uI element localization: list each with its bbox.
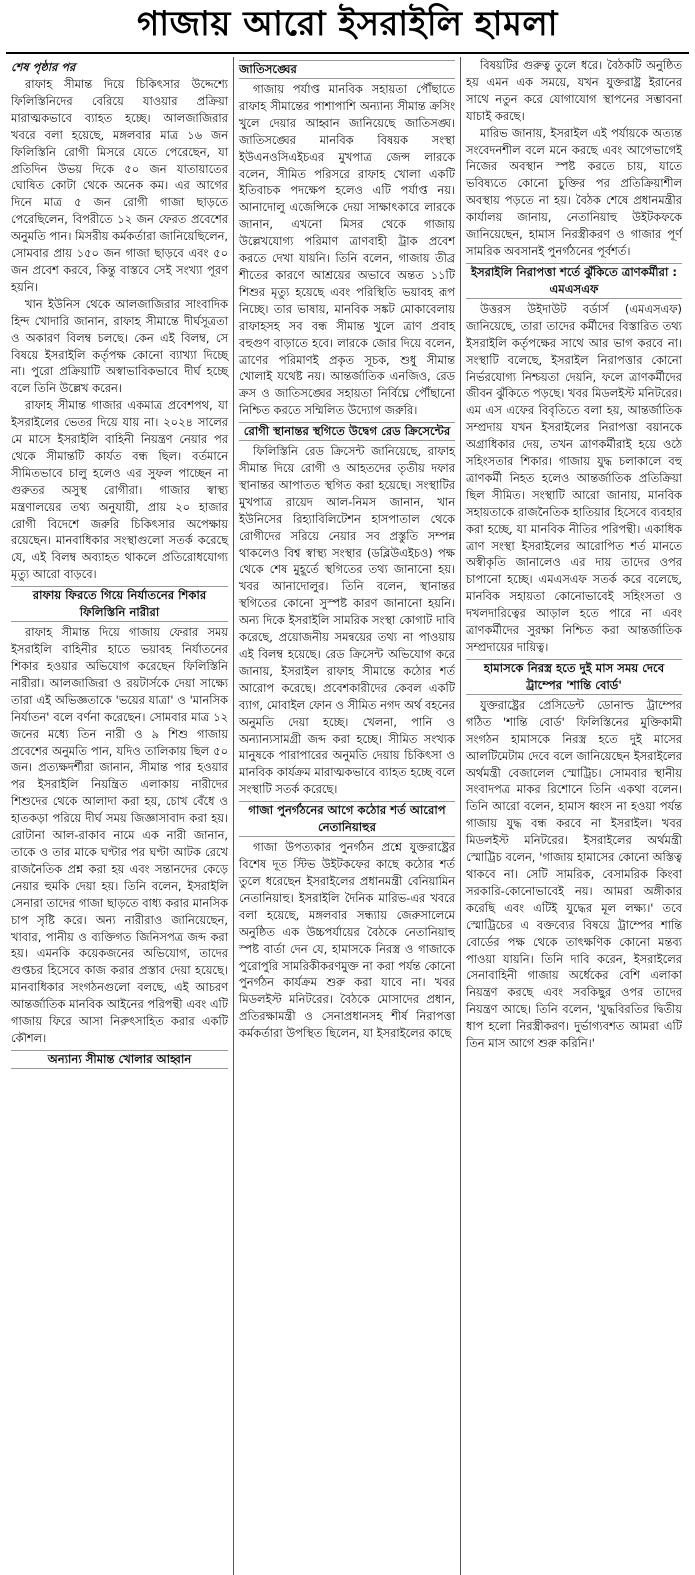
subheading: গাজা পুনর্গঠনের আগে কঠোর শর্ত আরোপ নেতানিয়াহুর (239, 801, 455, 837)
article-columns (6, 57, 689, 1575)
subheading: রোগী স্থানান্তর স্থগিতে উদ্বেগ রেড ক্রিসেন্টের (239, 422, 455, 441)
paragraph: রাফাহ সীমান্ত গাজার একমাত্র প্রবেশপথ, যা ইসরাইলের ভেতর দিয়ে যায় না। ২০২৪ সালের মে মাসে ইসরাইলি বাহিনী নিয়ন্ত্রণ নেয়ার পর থেকে সীমান্তটি কার্যত বন্ধ ছিল। বর্তমানে সীমিতভাবে চালু হলেও এর সুফল পাচ্ছেন না গুরুতর অসুস্থ রোগীরা। গাজার স্বাস্থ্য মন্ত্রণালয়ের তথ্য অনুযায়ী, প্রায় ২০ হাজার রোগী বিদেশে জরুরি চিকিৎসার অপেক্ষায় রয়েছেন। মানবাধিকার সংস্থাগুলো সতর্ক করেছে যে, এই বিলম্ব অব্যাহত থাকলে প্রতিরোধযোগ্য মৃত্যু আরো বাড়বে। (11, 398, 228, 582)
paragraph: মারিভ জানায়, ইসরাইল এই পর্যায়কে অত্যন্ত সংবেদনশীল বলে মনে করছে এবং আগেভাগেই নিজের অবস্থান স্পষ্ট করতে চায়, যাতে ভবিষ্যতে কোনো চুক্তির পর প্রতিক্রিয়াশীল অবস্থায় পড়তে না হয়। বৈঠক শেষে প্রধানমন্ত্রীর কার্যালয় জানায়, নেতানিয়াহু উইটকফকে জানিয়েছেন, হামাস নিরস্ত্রীকরণ ও গাজার পূর্ণ সামরিক অবসানই পুনর্গঠনের পূর্বশর্ত। (466, 125, 682, 258)
paragraph: খান ইউনিস থেকে আলজাজিরার সাংবাদিক হিন্দ খোদারি জানান, রাফাহ সীমান্তে দীর্ঘসূত্রতা ও অকারণ বিলম্ব চলছে। কেন এই বিলম্ব, সে বিষয়ে ইসরাইলি কর্তৃপক্ষ কোনো ব্যাখ্যা দিচ্ছে না। পুরো প্রক্রিয়াটি অস্বাভাবিকভাবে দীর্ঘ হচ্ছে বলে তিনি উল্লেখ করেন। (11, 296, 228, 396)
headline: গাজায় আরো ইসরাইলি হামলা (6, 0, 689, 54)
subheading: ইসরাইলি নিরাপত্তা শর্তে ঝুঁকিতে ত্রাণকর্মীরা : এমএসএফ (466, 263, 682, 299)
paragraph: গাজায় পর্যাপ্ত মানবিক সহায়তা পৌঁছাতে রাফাহ সীমান্তের পাশাপাশি অন্যান্য সীমান্ত ক্রসিং খুলে দেয়ার আহ্বান জানিয়েছে জাতিসঙ্ঘ। জাতিসঙ্ঘের মানবিক বিষয়ক সংস্থা ইউএনওসিএইচএর মুখপাত্র জেন্স লারকে বলেন, সীমিত পরিসরে রাফাহ খোলা একটি ইতিবাচক পদক্ষেপ হলেও এটি পর্যাপ্ত নয়। আনাদোলু এজেন্সিকে দেয়া সাক্ষাৎকারে লারকে জানান, এখনো মিসর থেকে গাজায় উল্লেখযোগ্য পরিমাণ ত্রাণবাহী ট্রাক প্রবেশ করতে দেখা যায়নি। তিনি বলেন, গাজায় তীব্র শীতের কারণে আশ্রয়ের অভাবে অন্তত ১১টি শিশুর মৃত্যু হয়েছে এবং পরিস্থিতি ভয়াবহ রূপ নিচ্ছে। তার ভাষায়, মানবিক সঙ্কট মোকাবেলায় রাফাহসহ সব বন্ধ সীমান্ত খুলে ত্রাণ প্রবাহ বহুগুণ বাড়াতে হবে। লারকে জোর দিয়ে বলেন, ত্রাণের পরিমাণই প্রকৃত সূচক, শুধু সীমান্ত খোলাই যথেষ্ট নয়। আন্তর্জাতিক এনজিও, রেড ক্রস ও জাতিসঙ্ঘের সহায়তা নির্বিঘ্নে পৌঁছানো নিশ্চিত করতে সম্মিলিত উদ্যোগ জরুরি। (239, 82, 455, 418)
continuation-kicker: শেষ পৃষ্ঠার পর (11, 60, 76, 74)
subheading: অন্যান্য সীমান্ত খোলার আহ্বান (11, 1050, 228, 1069)
subheading: রাফায় ফিরতে গিয়ে নির্যাতনের শিকার ফিলিস্তিনি নারীরা (11, 586, 228, 622)
column-3 (460, 57, 687, 1575)
paragraph: বিষয়টির গুরুত্ব তুলে ধরে। বৈঠকটি অনুষ্ঠিত হয় এমন এক সময়ে, যখন যুক্তরাষ্ট্র ইরানের সাথে নতুন করে যোগাযোগ স্থাপনের সম্ভাবনা যাচাই করছে। (466, 58, 682, 123)
paragraph: ফিলিস্তিনি রেড ক্রিসেন্ট জানিয়েছে, রাফাহ সীমান্ত দিয়ে রোগী ও আহতদের তৃতীয় দফার স্থানান্তর আপাতত স্থগিত করা হয়েছে। সংস্থাটির মুখপাত্র রায়েদ আল-নিমস জানান, খান ইউনিসের রিহ্যাবিলিটেশন হাসপাতাল থেকে রোগীদের সরিয়ে নেয়ার সব প্রস্তুতি সম্পন্ন থাকলেও বিশ্ব স্বাস্থ্য সংস্থার (ডব্লিউএইচও) পক্ষ থেকে শেষ মুহূর্তে স্থগিতের তথ্য জানানো হয়। খবর আনাদোলুর। তিনি বলেন, স্থানান্তর স্থগিতের কোনো সুস্পষ্ট কারণ জানানো হয়নি। অন্য দিকে ইসরাইলি সামরিক সংস্থা কোগাট দাবি করেছে, প্রয়োজনীয় সমন্বয়ের তথ্য না পাওয়ায় এই বিলম্ব হয়েছে। রেড ক্রিসেন্ট অভিযোগ করে জানায়, ইসরাইল রাফাহ সীমান্তে কঠোর শর্ত আরোপ করেছে। প্রবেশকারীদের কেবল একটি ব্যাগ, মোবাইল ফোন ও সীমিত নগদ অর্থ বহনের অনুমতি দেয়া হচ্ছে। খেলনা, পানি ও অন্যান্যসামগ্রী জব্দ করা হচ্ছে। সীমিত সংখ্যক মানুষকে পারাপারের অনুমতি দেয়ায় চিকিৎসা ও মানবিক কার্যক্রম মারাত্মকভাবে ব্যাহত হচ্ছে বলে সংস্থাটি সতর্ক করেছে। (239, 444, 455, 797)
paragraph: যুক্তরাষ্ট্রের প্রেসিডেন্ট ডোনাল্ড ট্রাম্পের গঠিত 'শান্তি বোর্ড' ফিলিস্তিনের মুক্তিকামী সংগঠন হামাসকে নিরস্ত্র হতে দুই মাসের আলটিমেটাম দেবে বলে জানিয়েছেন ইসরাইলের অর্থমন্ত্রী বেজালেল স্মোট্রিচ। সোমবার স্থানীয় সংবাদপত্র মাকর রিশোনে তিনি একথা বলেন। তিনি আরো বলেন, হামাস ধ্বংস না হওয়া পর্যন্ত গাজায় যুদ্ধ বন্ধ করবে না ইসরাইল। খবর মিডলইস্ট মনিটরের। ইসরাইলের অর্থমন্ত্রী স্মোট্রিচ বলেন, 'গাজায় হামাসের কোনো অস্তিত্ব থাকবে না। সেটি সামরিক, বেসামরিক কিংবা সরকারি-কোনোভাবেই নয়। আমরা অঙ্গীকার করেছি এবং এটিই যুদ্ধের মূল লক্ষ্য।' তবে স্মোট্রিচের এ বক্তব্যের বিষয়ে ট্রাম্পের শান্তি বোর্ডের পক্ষ থেকে তাৎক্ষণিক কোনো মন্তব্য পাওয়া যায়নি। তিনি দাবি করেন, ইসরাইলের সেনাবাহিনী গাজায় অর্ধেকের বেশি এলাকা নিয়ন্ত্রণ করছে এবং সবকিছুর ওপর তাদের নিয়ন্ত্রণ আছে। তিনি বলেন, 'যুদ্ধবিরতির দ্বিতীয় ধাপ হলো নিরস্ত্রীকরণ। দুর্ভাগ্যবশত আমরা এটি তিন মাস আগে শুরু করিনি।' (466, 697, 682, 1051)
column-2 (233, 57, 460, 1575)
paragraph: রাফাহ সীমান্ত দিয়ে চিকিৎসার উদ্দেশ্যে ফিলিস্তিনিদের বেরিয়ে যাওয়ার প্রক্রিয়া মারাত্মকভাবে ব্যাহত হচ্ছে। আলজাজিরার খবরে বলা হয়েছে, মঙ্গলবার মাত্র ১৬ জন ফিলিস্তিনি রোগী মিসরে যেতে পেরেছেন, যা প্রতিদিন উভয় দিকে ৫০ জন যাতায়াতের ঘোষিত কোটা থেকে অনেক কম। এর আগের দিনে মাত্র ৫ জন রোগী গাজা ছাড়তে পেরেছিলেন, বিপরীতে ১২ জন ফেরত প্রবেশের অনুমতি পান। মিসরীয় কর্মকর্তারা জানিয়েছিলেন, সোমবার প্রায় ১৫০ জন গাজা ছাড়বে এবং ৫০ জন প্রবেশ করবে, কিন্তু বাস্তবে সেই সংখ্যা পূরণ হয়নি। (11, 77, 228, 294)
subheading: হামাসকে নিরস্ত্র হতে দুই মাস সময় দেবে ট্রাম্পের 'শান্তি বোর্ড' (466, 659, 682, 695)
column-1 (6, 57, 233, 1575)
continued-subheading: জাতিসঙ্ঘের (239, 60, 455, 79)
paragraph: উত্তরস উইদাউট বর্ডার্স (এমএসএফ) জানিয়েছে, তারা তাদের কর্মীদের বিস্তারিত তথ্য ইসরাইলি কর্তৃপক্ষের সাথে আর ভাগ করবে না। সংস্থাটি বলেছে, ইসরাইল নিরাপত্তার কোনো নির্ভরযোগ্য নিশ্চয়তা দেয়নি, ফলে ত্রাণকর্মীদের জীবন ঝুঁকিতে পড়ছে। খবর মিডলইস্ট মনিটরের। এম এস এফের বিবৃতিতে বলা হয়, আন্তর্জাতিক সম্প্রদায় যখন ইসরাইলের নিরাপত্তা বয়ানকে অগ্রাধিকার দেয়, তখন ত্রাণকর্মীরাই হয়ে ওঠে সহিংসতার শিকার। গাজায় যুদ্ধ চলাকালে বহু ত্রাণকর্মী নিহত হলেও আন্তর্জাতিক প্রতিক্রিয়া ছিল সীমিত। সংস্থাটি আরো জানায়, মানবিক সহায়তাকে রাজনৈতিক হাতিয়ার হিসেবে ব্যবহার করা হচ্ছে, যা মানবিক নীতির পরিপন্থী। একাধিক ত্রাণ সংস্থা ইসরাইলের আরোপিত শর্ত মানতে অস্বীকৃতি জানালেও এর দায় তাদের ওপর চাপানো হচ্ছে। এমএসএফ সতর্ক করে বলেছে, মানবিক সহায়তা কোনোভাবেই সহিংসতা ও দখলদারিত্বের আড়াল হতে পারে না এবং ত্রাণকর্মীদের সুরক্ষা নিশ্চিত করা আন্তর্জাতিক সম্প্রদায়ের দায়িত্ব। (466, 301, 682, 654)
paragraph: গাজা উপত্যকার পুনর্গঠন প্রশ্নে যুক্তরাষ্ট্রের বিশেষ দূত স্টিভ উইটকফের কাছে কঠোর শর্ত তুলে ধরেছেন ইসরাইলের প্রধানমন্ত্রী বেনিয়ামিন নেতানিয়াহু। ইসরাইলি দৈনিক মারিভ-এর খবরে বলা হয়েছে, মঙ্গলবার সন্ধ্যায় জেরুসালেমে অনুষ্ঠিত এক উচ্চপর্যায়ের বৈঠকে নেতানিয়াহু স্পষ্ট বার্তা দেন যে, হামাসকে নিরস্ত্র ও গাজাকে পুরোপুরি সামরিকীকরণমুক্ত না করা পর্যন্ত কোনো পুনর্গঠন কার্যক্রম শুরু করা যাবে না। খবর মিডলইস্ট মনিটরের। বৈঠকে মোসাদের প্রধান, প্রতিরক্ষামন্ত্রী ও সেনাপ্রধানসহ শীর্ষ নিরাপত্তা কর্মকর্তারা উপস্থিত ছিলেন, যা ইসরাইলের কাছে (239, 840, 455, 1041)
paragraph: রাফাহ সীমান্ত দিয়ে গাজায় ফেরার সময় ইসরাইলি বাহিনীর হাতে ভয়াবহ নির্যাতনের শিকার হওয়ার অভিযোগ করেছেন ফিলিস্তিনি নারীরা। আলজাজিরা ও রয়টার্সকে দেয়া সাক্ষ্যে তারা এই অভিজ্ঞতাকে 'ভয়ের যাত্রা' ও 'মানসিক নির্যাতন' বলে বর্ণনা করেছেন। সোমবার মাত্র ১২ জনের মধ্যে তিন নারী ও ৯ শিশু গাজায় প্রবেশের অনুমতি পান, যদিও তালিকায় ছিল ৫০ জন। প্রত্যক্ষদর্শীরা জানান, সীমান্ত পার হওয়ার পর ইসরাইলি নিয়ন্ত্রিত এলাকায় নারীদের শিশুদের থেকে আলাদা করা হয়, চোখ বেঁধে ও হাতকড়া পরিয়ে দীর্ঘ সময় জিজ্ঞাসাবাদ করা হয়। রোটানা আল-রাকাব নামে এক নারী জানান, তাকে ও তার মাকে ঘণ্টার পর ঘণ্টা আটক রেখে রাজনৈতিক প্রশ্ন করা হয় এবং সন্তানদের কেড়ে নেয়ার হুমকি দেয়া হয়। তিনি বলেন, ইসরাইলি সেনারা তাদের গাজা ছাড়তে বাধ্য করার মানসিক চাপ সৃষ্টি করে। অন্য নারীরাও জানিয়েছেন, খাবার, পানীয় ও ব্যক্তিগত জিনিসপত্র জব্দ করা হয়। এমনকি কয়েকজনের অভিযোগ, তাদের গুপ্তচর হিসেবে কাজ করার প্রস্তাব দেয়া হয়েছে। মানবাধিকার সংগঠনগুলো বলছে, এই আচরণ আন্তর্জাতিক মানবিক আইনের পরিপন্থী এবং এটি গাজায় ফিরে আসা নিরুৎসাহিত করার একটি কৌশল। (11, 625, 228, 1045)
